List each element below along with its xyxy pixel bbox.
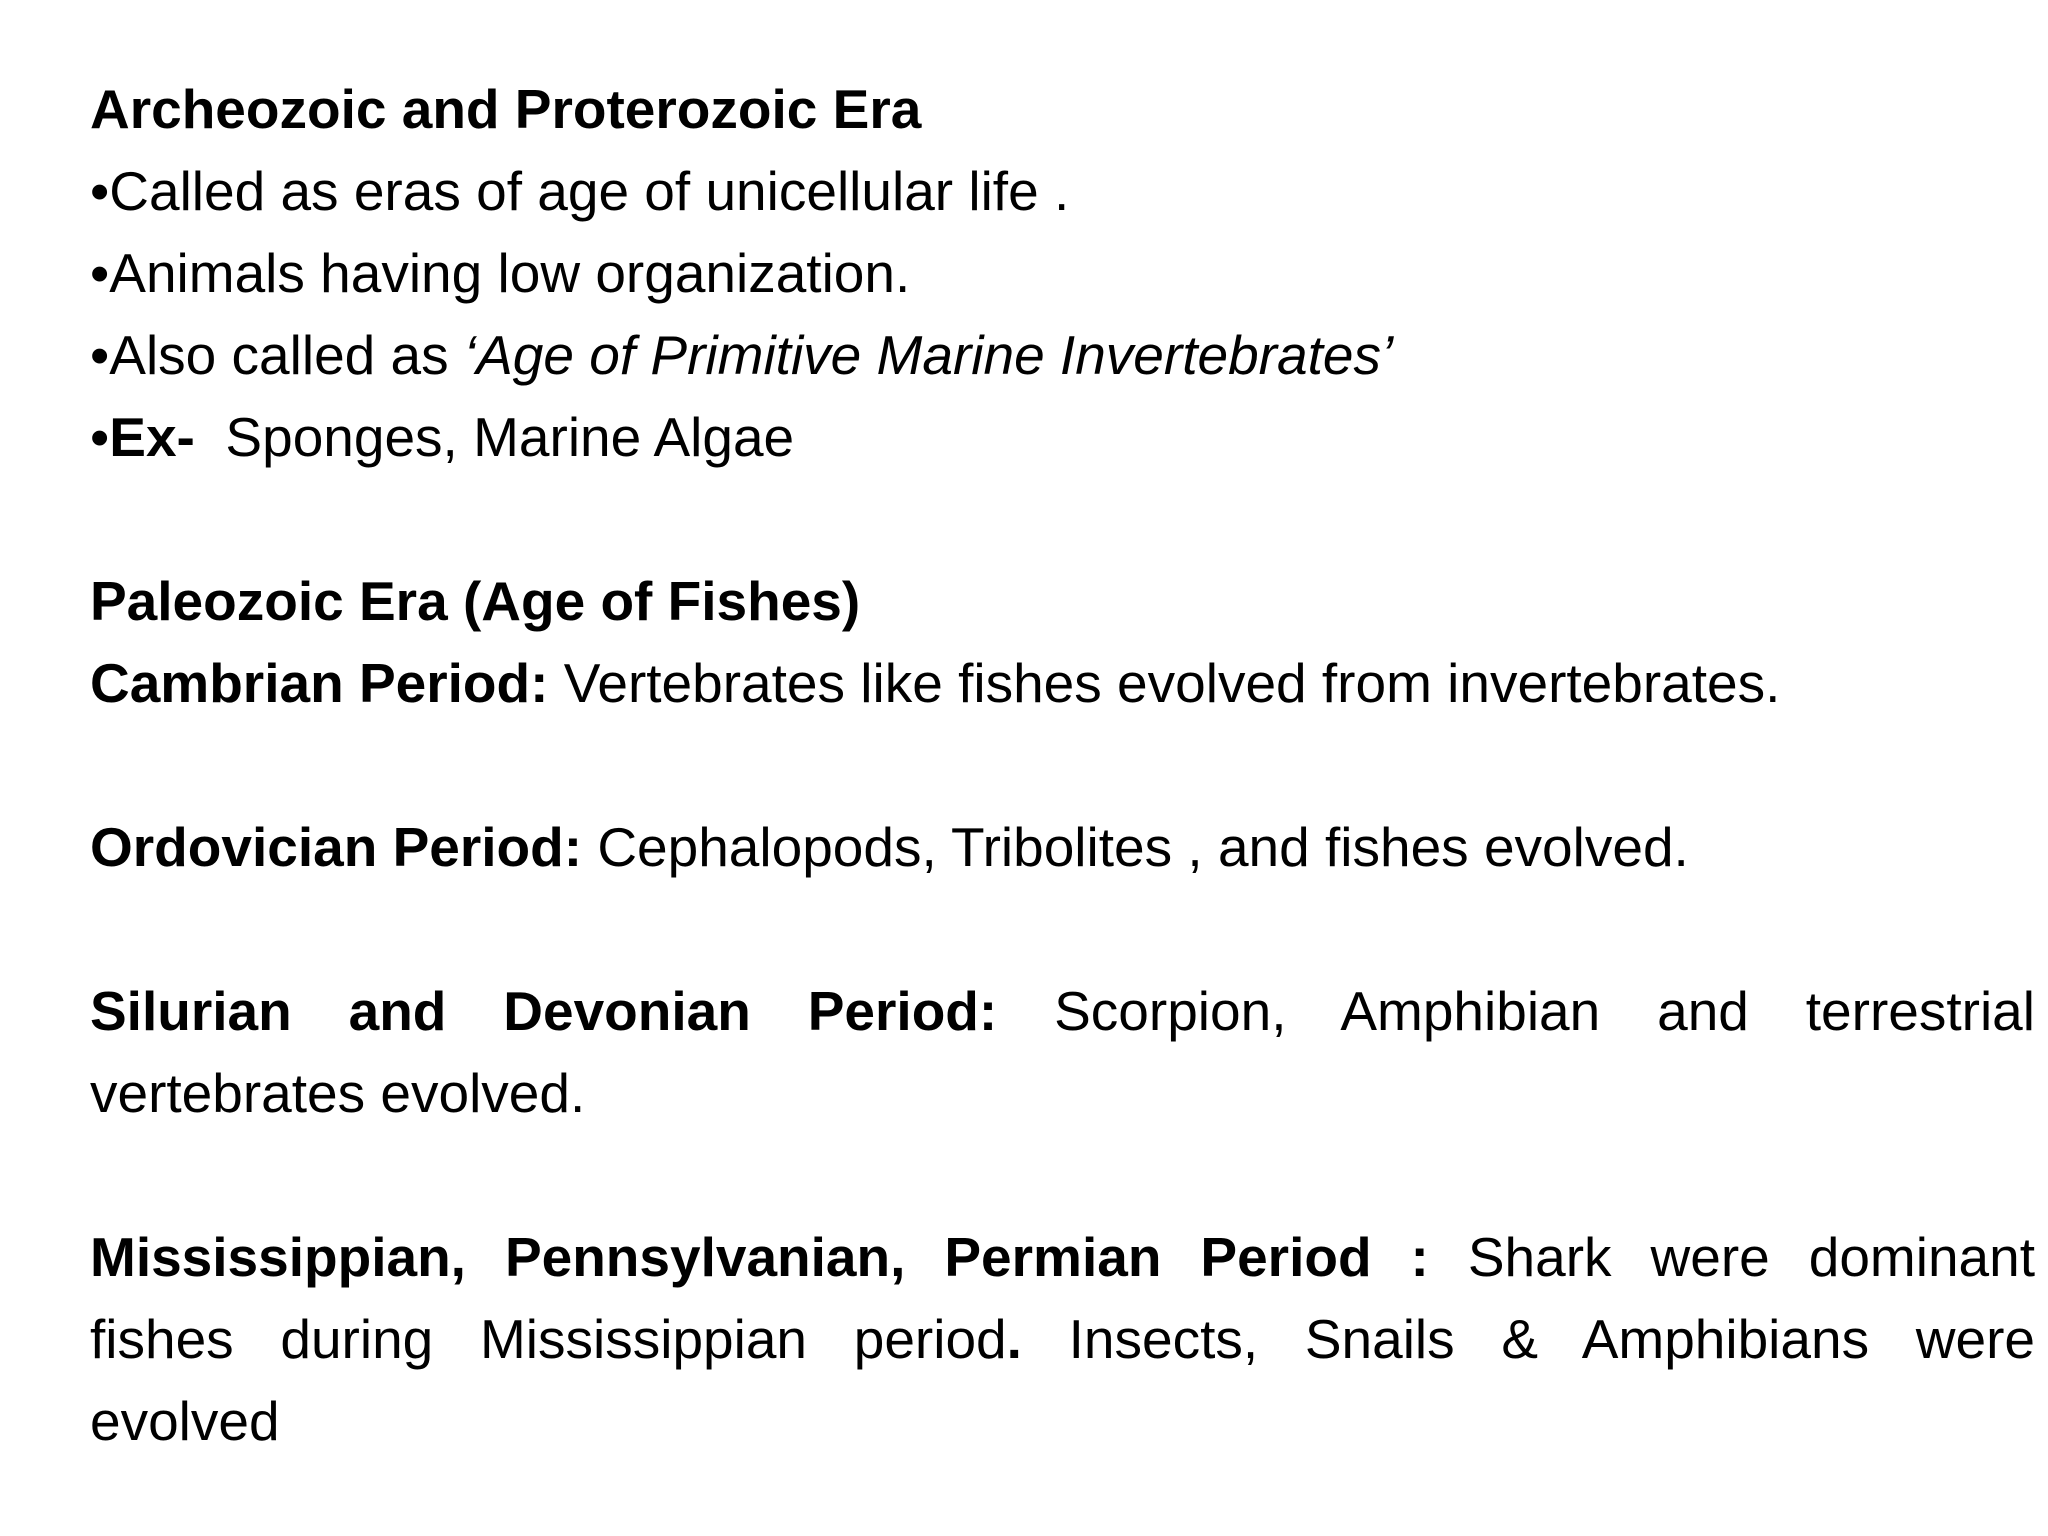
mississippian-text-1: Shark were dominant xyxy=(1428,1226,2035,1288)
mississippian-line-2 xyxy=(90,1298,2035,1380)
slide-content xyxy=(90,68,2035,1462)
bullet-dot: • xyxy=(90,406,110,468)
mississippian-line-1 xyxy=(90,1216,2035,1298)
silurian-label: Silurian and Devonian Period: xyxy=(90,980,998,1042)
ordovician-period xyxy=(90,806,2035,888)
examples-text: Sponges, Marine Algae xyxy=(194,406,795,468)
bullet-text: Animals having low organization. xyxy=(109,242,911,304)
cambrian-label: Cambrian Period: xyxy=(90,652,549,714)
paleozoic-heading: Paleozoic Era (Age of Fishes) xyxy=(90,570,861,632)
spacer xyxy=(90,888,2035,970)
bullet-dot: • xyxy=(90,160,110,222)
mississippian-text-2a: fishes during Mississippian period xyxy=(90,1308,1007,1370)
mississippian-label: Mississippian, Pennsylvanian, Permian Period : xyxy=(90,1226,1429,1288)
mississippian-period xyxy=(90,1216,2035,1462)
spacer xyxy=(90,724,2035,806)
bullet-examples xyxy=(90,396,2035,478)
silurian-line-2: vertebrates evolved. xyxy=(90,1062,586,1124)
archeozoic-heading: Archeozoic and Proterozoic Era xyxy=(90,78,922,140)
bullet-text: Also called as xyxy=(109,324,464,386)
cambrian-period xyxy=(90,642,2035,724)
bullet-dot: • xyxy=(90,242,110,304)
bullet-italic-phrase: ‘Age of Primitive Marine Invertebrates’ xyxy=(463,324,1394,386)
ordovician-label: Ordovician Period: xyxy=(90,816,583,878)
silurian-line-1 xyxy=(90,970,2035,1052)
bullet-low-organization xyxy=(90,232,2035,314)
mississippian-text-2b: Insects, Snails & Amphibians were xyxy=(1021,1308,2035,1370)
cambrian-text: Vertebrates like fishes evolved from invertebrates. xyxy=(548,652,1781,714)
bullet-unicellular xyxy=(90,150,2035,232)
silurian-devonian-period xyxy=(90,970,2035,1134)
spacer xyxy=(90,1134,2035,1216)
mississippian-bold-period: . xyxy=(1006,1308,1022,1370)
ordovician-text: Cephalopods, Tribolites , and fishes evolved. xyxy=(582,816,1689,878)
bullet-text: Called as eras of age of unicellular life . xyxy=(109,160,1070,222)
bullet-dot: • xyxy=(90,324,110,386)
spacer xyxy=(90,478,2035,560)
silurian-text-1: Scorpion, Amphibian and terrestrial xyxy=(997,980,2035,1042)
mississippian-line-3: evolved xyxy=(90,1390,280,1452)
bullet-also-called xyxy=(90,314,2035,396)
examples-label: Ex- xyxy=(109,406,195,468)
